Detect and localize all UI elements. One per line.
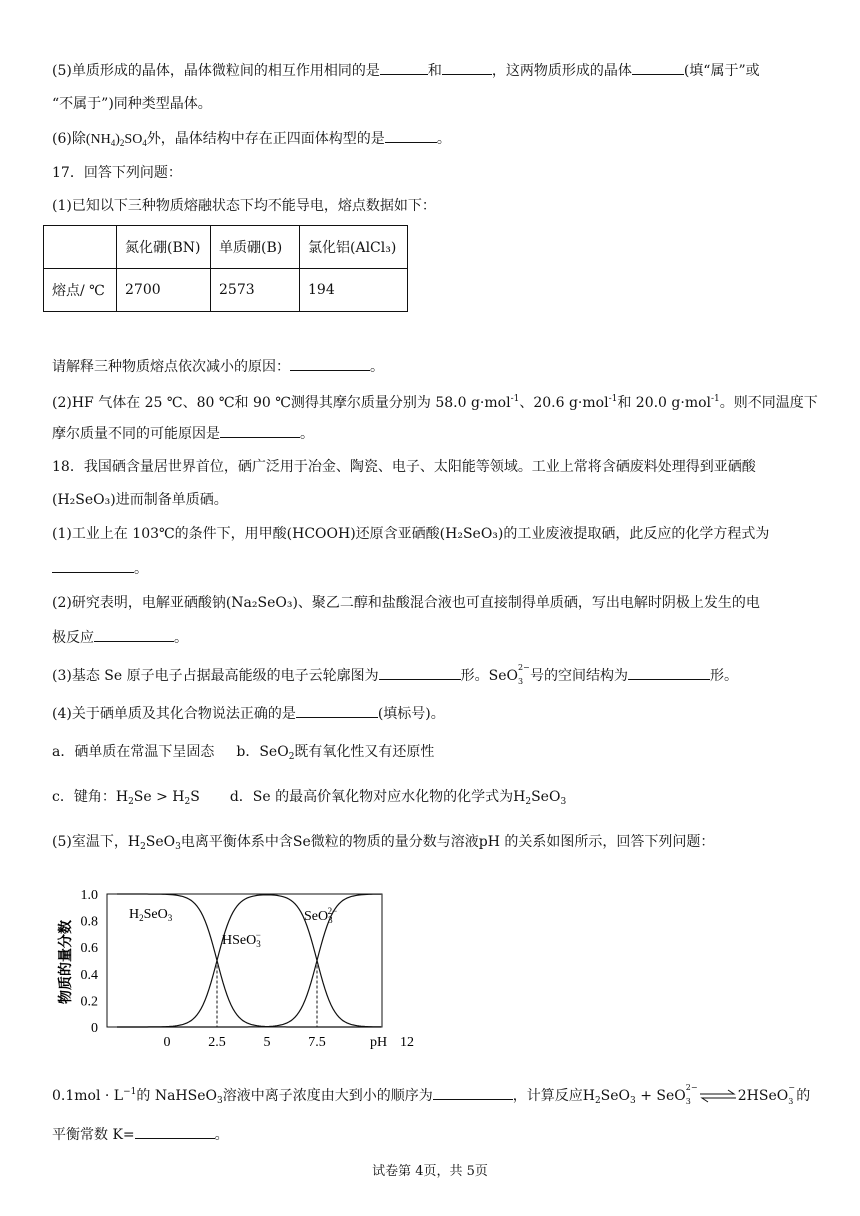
drop-lines xyxy=(217,961,317,1028)
answer-blank[interactable] xyxy=(52,558,134,573)
option-d-formula: H xyxy=(513,789,526,805)
q18-p3-text-a: (3)基态 Se 原子电子占据最高能级的电子云轮廓图为 xyxy=(52,668,379,684)
q18-options-ab xyxy=(52,742,434,767)
option-a: a．硒单质在常温下呈固态 xyxy=(52,744,215,760)
answer-blank[interactable] xyxy=(628,665,710,680)
q16-p5-text-b: 和 xyxy=(427,63,442,79)
y-tick-label: 1.0 xyxy=(80,888,98,903)
y-tick-labels xyxy=(81,888,99,1036)
q18-p5-text-b: 电离平衡体系中含Se微粒的物质的量分数与溶液pH 的关系如图所示，回答下列问题： xyxy=(180,834,715,850)
subscript: 3 xyxy=(560,797,567,807)
period: 。 xyxy=(300,426,314,442)
q16-p6-text-c: 。 xyxy=(436,131,451,147)
q18-p3-text-b: 形。SeO xyxy=(460,668,518,684)
q17-part1: (1)已知以下三种物质熔融状态下均不能导电，熔点数据如下： xyxy=(52,198,436,214)
q17-p2-text-c: 和 20.0 g·mol xyxy=(617,395,712,411)
period: 。 xyxy=(174,630,188,646)
answer-blank[interactable] xyxy=(296,703,378,718)
q18-part1: (1)工业上在 103℃的条件下，用甲酸(HCOOH)还原含亚硒酸(H₂SeO₃)的工业废液提取硒，此反应的化学方程式为 xyxy=(52,526,770,542)
answer-blank[interactable] xyxy=(94,627,174,642)
option-d-text: d．Se 的最高价氧化物对应水化物的化学式为 xyxy=(229,789,514,805)
period: 。 xyxy=(134,561,148,577)
superscript: -1 xyxy=(608,394,618,404)
y-axis-label-text: 物质的量分数 xyxy=(59,920,74,1004)
x-tick-label: 5 xyxy=(263,1035,271,1050)
q18-intro-line1: 18．我国硒含量居世界首位，硒广泛用于冶金、陶瓷、电子、太阳能等领域。工业上常将含硒废料处理得到亚硒酸 xyxy=(52,459,756,475)
equilibrium-equation: $H_2SeO_3$ + SeO 2− 3 2HSeO − 3 xyxy=(582,1083,795,1106)
q17-p2-text-b: 、20.6 g·mol xyxy=(519,395,609,411)
h2seo3-formula: $H_2SeO_3$ xyxy=(127,834,181,852)
q16-p5-text-d: (填“属于”或 xyxy=(683,63,760,79)
table-cell: 2573 xyxy=(211,269,300,312)
q-last-text-c: 溶液中离子浓度由大到小的顺序为 xyxy=(222,1088,433,1104)
q17-explain xyxy=(52,356,384,377)
q17-p2-text-d: 。则不同温度下 xyxy=(719,395,818,411)
q-last-text-g: 。 xyxy=(214,1127,229,1143)
table-header-cell xyxy=(44,226,117,269)
superscript: -1 xyxy=(510,394,520,404)
option-c-expr: Se > H xyxy=(133,789,185,805)
option-b-label: b． xyxy=(236,744,260,760)
table-header-cell: 单质硼(B) xyxy=(211,226,300,269)
q18-p4-text-b: (填标号)。 xyxy=(377,706,445,722)
superscript: -1 xyxy=(711,394,720,404)
page-footer: 试卷第 4页，共 5页 xyxy=(372,1164,488,1179)
subscript: 2 xyxy=(288,752,295,762)
q18-intro-line2: (H₂SeO₃)进而制备单质硒。 xyxy=(52,492,228,508)
table-header-cell: 氯化铝(AlCl₃) xyxy=(300,226,408,269)
option-b-formula: SeO xyxy=(259,744,289,760)
y-tick-label: 0.2 xyxy=(80,994,98,1010)
q18-options-cd xyxy=(52,787,566,812)
series-label-hseo3: HSeO$_3$− xyxy=(222,930,261,949)
q17-p2-text-a: (2)HF 气体在 25 ℃、80 ℃和 90 ℃测得其摩尔质量分别为 58.0 g·mol xyxy=(52,395,511,411)
answer-blank[interactable] xyxy=(632,60,684,75)
q18-part5 xyxy=(52,832,714,857)
period: 。 xyxy=(370,359,384,375)
species-distribution-chart xyxy=(52,882,414,1057)
q17-title: 17．回答下列问题： xyxy=(52,165,182,181)
option-c-expr: S xyxy=(190,789,200,805)
x-tick-label: 2.5 xyxy=(208,1035,226,1050)
table-header-cell: 氮化硼(BN) xyxy=(117,226,211,269)
answer-blank[interactable] xyxy=(442,60,492,75)
q-last-text-a: 0.1mol · L xyxy=(52,1088,124,1104)
q16-p5-text-e: “不属于”)同种类型晶体。 xyxy=(52,96,212,112)
answer-blank[interactable] xyxy=(385,128,437,143)
sup-sub-stack xyxy=(517,663,530,686)
answer-blank[interactable] xyxy=(290,356,370,371)
superscript: 2− xyxy=(517,663,530,672)
equilibrium-arrow-icon xyxy=(698,1090,738,1102)
q-last-text-f: 平衡常数 K= xyxy=(52,1127,135,1143)
q18-part3 xyxy=(52,665,738,686)
q18-p5-text-a: (5)室温下， xyxy=(52,834,128,850)
q18-p4-text: (4)关于硒单质及其化合物说法正确的是 xyxy=(52,706,296,722)
q18-p3-text-d: 形。 xyxy=(709,668,738,684)
answer-blank[interactable] xyxy=(379,665,461,680)
q16-part5-line2 xyxy=(52,94,212,114)
q-last-text-b: 的 NaHSeO xyxy=(136,1088,217,1104)
subscript: 2 xyxy=(184,797,191,807)
y-tick-label: 0 xyxy=(91,1021,98,1036)
option-c-expr: H xyxy=(115,789,129,805)
melting-point-table xyxy=(43,225,408,312)
q16-p5-text-a: (5)单质形成的晶体，晶体微粒间的相互作用相同的是 xyxy=(52,63,380,79)
subscript: 3 xyxy=(216,1096,223,1106)
q18-part2-line1: (2)研究表明，电解亚硒酸钠(Na₂SeO₃)、聚乙二醇和盐酸混合液也可直接制得单质硒，写出电解时阴极上发生的电 xyxy=(52,595,760,611)
x-tick-label: 12 xyxy=(400,1035,414,1050)
option-d-formula: SeO xyxy=(531,789,561,805)
q-last-text-e: 的 xyxy=(796,1088,811,1104)
answer-blank[interactable] xyxy=(135,1124,215,1139)
table-row xyxy=(44,269,408,312)
y-tick-label: 0.8 xyxy=(80,914,98,930)
q18-part4 xyxy=(52,703,445,724)
q16-p5-text-c: ，这两物质形成的晶体 xyxy=(491,63,632,79)
nh4-2so4-formula: $(NH_4)_2SO_4$ xyxy=(85,132,147,148)
y-tick-label: 0.6 xyxy=(80,941,98,957)
q17-part2-line1 xyxy=(52,389,818,413)
q16-p6-text-a: (6)除 xyxy=(52,131,86,147)
q18-final-line1 xyxy=(52,1082,810,1111)
q-last-text-d: ，计算反应 xyxy=(512,1088,583,1104)
x-tick-label: 0 xyxy=(163,1035,171,1050)
series-label-h2seo3: $H_2SeO_3$ xyxy=(129,907,173,923)
q16-part6 xyxy=(52,128,451,153)
q18-p3-text-c: 号的空间结构为 xyxy=(529,668,628,684)
table-cell: 194 xyxy=(300,269,408,312)
table-header-row xyxy=(44,226,408,269)
q18-final-line2 xyxy=(52,1124,229,1145)
q16-part5-line1 xyxy=(52,60,760,81)
answer-blank[interactable] xyxy=(220,423,300,438)
q17-p2-text-e: 摩尔质量不同的可能原因是 xyxy=(52,426,220,442)
x-tick-labels xyxy=(164,1035,415,1050)
answer-blank[interactable] xyxy=(433,1085,513,1100)
subscript: 2 xyxy=(128,797,134,807)
q18-part2-line2 xyxy=(52,627,188,648)
y-axis-label xyxy=(57,920,74,1004)
q17-part2-line2 xyxy=(52,423,314,444)
q16-p6-text-b: 外，晶体结构中存在正四面体构型的是 xyxy=(146,131,385,147)
q17-explain-text: 请解释三种物质熔点依次减小的原因： xyxy=(52,359,290,375)
option-b-text: 既有氧化性又有还原性 xyxy=(294,744,435,760)
x-tick-label: 7.5 xyxy=(308,1035,326,1050)
option-c-label: c．键角： xyxy=(52,789,116,805)
x-axis-label: pH xyxy=(370,1035,388,1050)
superscript: −1 xyxy=(123,1087,137,1097)
q18-p2-text-b: 极反应 xyxy=(52,630,94,646)
answer-blank[interactable] xyxy=(380,60,428,75)
table-cell: 2700 xyxy=(117,269,211,312)
series-label-seo3: SeO$_3$2− xyxy=(304,906,338,925)
table-row-label: 熔点/ ℃ xyxy=(44,269,117,312)
y-tick-label: 0.4 xyxy=(80,967,98,983)
subscript: 2 xyxy=(525,797,532,807)
q18-part1-answer xyxy=(52,558,148,579)
subscript: 3 xyxy=(517,677,524,686)
